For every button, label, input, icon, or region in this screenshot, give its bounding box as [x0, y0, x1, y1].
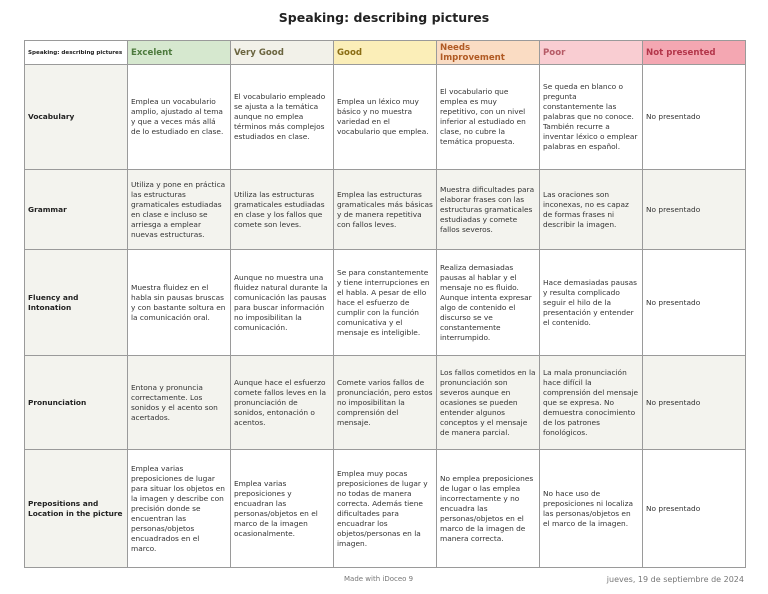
level-header-good: Good — [334, 41, 437, 65]
rubric-cell: No presentado — [643, 356, 746, 450]
rubric-cell: Emplea las estructuras gramaticales más básicas y de manera repetitiva con fallos leves. — [334, 170, 437, 250]
header-row — [25, 41, 746, 65]
rubric-cell: No emplea preposiciones de lugar o las emplea incorrectamente y no encuadra las personas/objetos en el marco de la imagen de manera correcta. — [437, 450, 540, 568]
level-header-not-presented: Not presented — [643, 41, 746, 65]
criterion-row-prepositions — [25, 450, 746, 568]
criterion-label: Vocabulary — [25, 65, 128, 170]
rubric-cell: No hace uso de preposiciones ni localiza las personas/objetos en el marco de la imagen. — [540, 450, 643, 568]
rubric-cell: Comete varios fallos de pronunciación, pero estos no imposibilitan la comprensión del mensaje. — [334, 356, 437, 450]
criterion-row-vocabulary — [25, 65, 746, 170]
rubric-cell: No presentado — [643, 65, 746, 170]
page-title: Speaking: describing pictures — [278, 10, 490, 25]
rubric-table — [24, 40, 746, 568]
rubric-cell: Muestra fluidez en el habla sin pausas bruscas y con bastante soltura en la comunicación oral. — [128, 250, 231, 356]
rubric-cell: Emplea muy pocas preposiciones de lugar y no todas de manera correcta. Además tiene dificultades para encuadrar los objetos/personas en la imagen. — [334, 450, 437, 568]
criterion-label: Fluency and Intonation — [25, 250, 128, 356]
rubric-cell: La mala pronunciación hace difícil la comprensión del mensaje que se expresa. No demuestra conocimiento de los patrones fonológicos. — [540, 356, 643, 450]
rubric-cell: El vocabulario empleado se ajusta a la temática aunque no emplea términos más complejos estudiados en clase. — [231, 65, 334, 170]
level-header-needs-improvement: Needs Improvement — [437, 41, 540, 65]
rubric-cell: Aunque no muestra una fluidez natural durante la comunicación las pausas para buscar información no imposibilitan la comunicación. — [231, 250, 334, 356]
rubric-cell: No presentado — [643, 450, 746, 568]
level-header-very-good: Very Good — [231, 41, 334, 65]
rubric-cell: Aunque hace el esfuerzo comete fallos leves en la pronunciación de sonidos, entonación o acentos. — [231, 356, 334, 450]
rubric-cell: Los fallos cometidos en la pronunciación son severos aunque en ocasiones se pueden entender algunos conceptos y el mensaje de manera parcial. — [437, 356, 540, 450]
rubric-cell: Las oraciones son inconexas, no es capaz de formas frases ni describir la imagen. — [540, 170, 643, 250]
rubric-cell: Emplea un vocabulario amplio, ajustado al tema y que a veces más allá de lo estudiado en clase. — [128, 65, 231, 170]
rubric-cell: El vocabulario que emplea es muy repetitivo, con un nivel inferior al estudiado en clase, no cubre la temática propuesta. — [437, 65, 540, 170]
rubric-cell: No presentado — [643, 250, 746, 356]
rubric-cell: Utiliza las estructuras gramaticales estudiadas en clase y los fallos que comete son leves. — [231, 170, 334, 250]
corner-label: Speaking: describing pictures — [25, 41, 128, 65]
print-date: jueves, 19 de septiembre de 2024 — [606, 575, 744, 584]
rubric-cell: Utiliza y pone en práctica las estructuras gramaticales estudiadas en clase e incluso se arriesga a emplear nuevas estructuras. — [128, 170, 231, 250]
criterion-row-grammar — [25, 170, 746, 250]
criterion-row-pronunciation — [25, 356, 746, 450]
rubric-cell: Muestra dificultades para elaborar frases con las estructuras gramaticales estudiadas y comete fallos severos. — [437, 170, 540, 250]
rubric-cell: No presentado — [643, 170, 746, 250]
criterion-label: Grammar — [25, 170, 128, 250]
rubric-cell: Realiza demasiadas pausas al hablar y el mensaje no es fluido. Aunque intenta expresar algo de contenido el discurso se ve constantemente interrumpido. — [437, 250, 540, 356]
criterion-row-fluency — [25, 250, 746, 356]
rubric-cell: Entona y pronuncia correctamente. Los sonidos y el acento son acertados. — [128, 356, 231, 450]
rubric-cell: Se para constantemente y tiene interrupciones en el habla. A pesar de ello hace el esfuerzo de cumplir con la función comunicativa y el mensaje es inteligible. — [334, 250, 437, 356]
rubric-cell: Emplea varias preposiciones de lugar para situar los objetos en la imagen y describe con precisión donde se encuentran las personas/objetos encuadrados en el marco. — [128, 450, 231, 568]
criterion-label: Pronunciation — [25, 356, 128, 450]
criterion-label: Prepositions and Location in the picture — [25, 450, 128, 568]
made-with-credit: Made with iDoceo 9 — [344, 575, 414, 583]
level-header-poor: Poor — [540, 41, 643, 65]
level-header-excelent: Excelent — [128, 41, 231, 65]
rubric-cell: Se queda en blanco o pregunta constantemente las palabras que no conoce. También recurre a inventar léxico o emplear palabras en español. — [540, 65, 643, 170]
rubric-cell: Emplea varias preposiciones y encuadran las personas/objetos en el marco de la imagen ocasionalmente. — [231, 450, 334, 568]
rubric-cell: Hace demasiadas pausas y resulta complicado seguir el hilo de la presentación y entender el contenido. — [540, 250, 643, 356]
rubric-cell: Emplea un léxico muy básico y no muestra variedad en el vocabulario que emplea. — [334, 65, 437, 170]
